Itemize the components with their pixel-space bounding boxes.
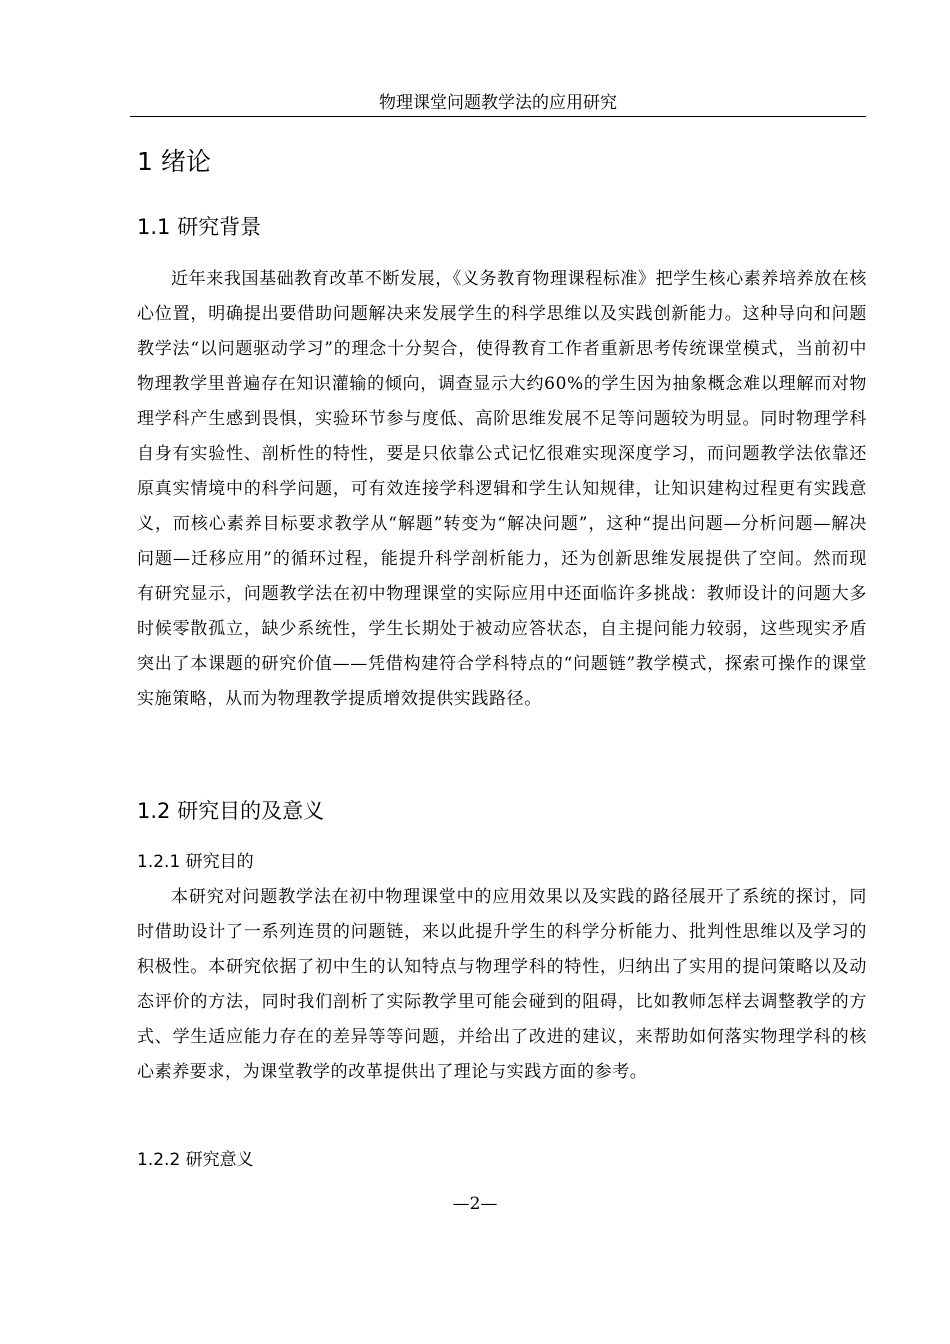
- running-header: 物理课堂问题教学法的应用研究: [130, 90, 866, 117]
- subsection-heading-research-purpose: 1.2.1 研究目的: [137, 852, 254, 872]
- section-heading-research-background: 1.1 研究背景: [137, 215, 262, 239]
- section-heading-purpose-significance: 1.2 研究目的及意义: [137, 799, 325, 823]
- page-number: —2—: [452, 1194, 498, 1214]
- chapter-title: 1 绪论: [137, 147, 211, 176]
- paragraph-research-purpose: 本研究对问题教学法在初中物理课堂中的应用效果以及实践的路径展开了系统的探讨，同时借助设计了一系列连贯的问题链，来以此提升学生的科学分析能力、批判性思维以及学习的积极性。本研究依据了初中生的认知特点与物理学科的特性，归纳出了实用的提问策略以及动态评价的方法，同时我们剖析了实际教学里可能会碰到的阻碍，比如教师怎样去调整教学的方式、学生适应能力存在的差异等等问题，并给出了改进的建议，来帮助如何落实物理学科的核心素养要求，为课堂教学的改革提供出了理论与实践方面的参考。: [137, 887, 867, 1082]
- paragraph-research-background: 近年来我国基础教育改革不断发展，《义务教育物理课程标准》把学生核心素养培养放在核心位置，明确提出要借助问题解决来发展学生的科学思维以及实践创新能力。这种导向和问题教学法“以问题驱动学习”的理念十分契合，使得教育工作者重新思考传统课堂模式，当前初中物理教学里普遍存在知识灌输的倾向，调查显示大约60%的学生因为抽象概念难以理解而对物理学科产生感到畏惧，实验环节参与度低、高阶思维发展不足等问题较为明显。同时物理学科自身有实验性、剖析性的特性，要是只依靠公式记忆很难实现深度学习，而问题教学法依靠还原真实情境中的科学问题，可有效连接学科逻辑和学生认知规律，让知识建构过程更有实践意义，而核心素养目标要求教学从“解题”转变为“解决问题”，这种“提出问题—分析问题—解决问题—迁移应用”的循环过程，能提升科学剖析能力，还为创新思维发展提供了空间。然而现有研究显示，问题教学法在初中物理课堂的实际应用中还面临许多挑战：教师设计的问题大多时候零散孤立，缺少系统性，学生长期处于被动应答状态，自主提问能力较弱，这些现实矛盾突出了本课题的研究价值——凭借构建符合学科特点的“问题链”教学模式，探索可操作的课堂实施策略，从而为物理教学提质增效提供实践路径。: [137, 269, 867, 709]
- subsection-heading-research-significance: 1.2.2 研究意义: [137, 1150, 254, 1170]
